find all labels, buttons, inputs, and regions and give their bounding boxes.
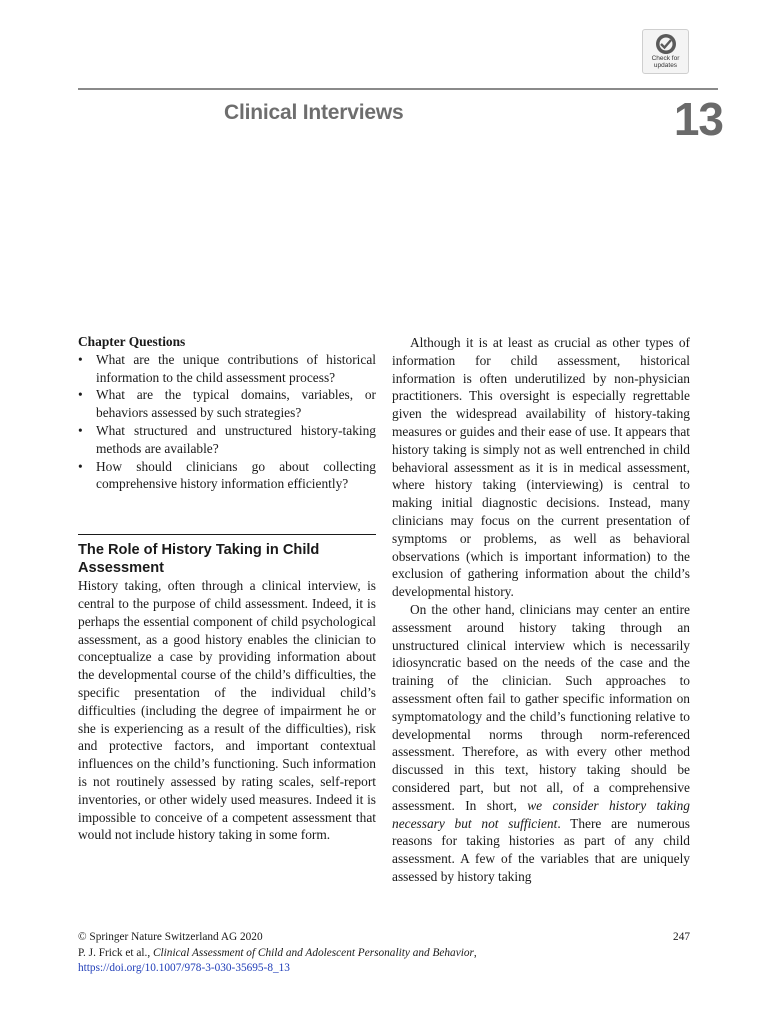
citation-end: , [473, 946, 477, 959]
copyright-line: © Springer Nature Switzerland AG 2020 [78, 931, 263, 943]
chapter-questions-heading: Chapter Questions [78, 334, 186, 349]
section-heading: The Role of History Taking in Child Assessment [78, 542, 320, 577]
doi-link[interactable]: https://doi.org/10.1007/978-3-030-35695-8_13 [78, 962, 290, 974]
left-column [78, 333, 376, 844]
check-updates-icon [655, 33, 677, 55]
badge-label: Check for updates [651, 55, 680, 69]
section-paragraph: History taking, often through a clinical interview, is central to the purpose of child assessment. Indeed, it is perhaps the essential component of child psychological assessment, as a good history enables the clinician to conceptualize a case by providing information about the developmental course of the child’s difficulties, the specific presentation of the individual child’s difficulties (including the degree of impairment he or she is experiencing as a result of the difficulties), risk and protective factors, and important contextual influences on the child’s functioning. Such information is not routinely assessed by rating scales, self-report inventories, or other widely used measures. Indeed it is impossible to conceive of a competent assessment that would not include history taking in some form. [78, 578, 376, 843]
body-paragraph-2 [392, 601, 690, 886]
citation-line [78, 946, 638, 962]
body-paragraph-1: Although it is at least as crucial as other types of information for child assessment, historical information is often underutilized by non-physician practitioners. This oversight is especially regrettable given the widespread availability of history-taking measures or guides and their ease of use. It appears that history taking is simply not as well entrenched in child behavioral assessment as it is in medical assessment, where history taking (interviewing) is central to making initial diagnostic decisions. Instead, many clinicians may focus on the current presentation of symptoms or problems, as well as behavioral observations (which is important information) to the exclusion of gathering information about the child’s developmental history. [392, 335, 690, 600]
header-rule [78, 88, 718, 90]
check-for-updates-badge[interactable] [642, 29, 689, 74]
paragraph-2-text-end: . There are numerous reasons for taking histories as part of any child assessment. A few of the variables that are uniquely assessed by history taking [392, 815, 690, 884]
page-number: 247 [673, 931, 690, 943]
question-item: • What are the unique contributions of historical information to the child assessment process? [78, 351, 376, 387]
chapter-number: 13 [673, 93, 723, 145]
chapter-questions-list [78, 351, 376, 493]
question-item: • What structured and unstructured history-taking methods are available? [78, 422, 376, 458]
footer-citation [78, 930, 638, 977]
paragraph-2-text: On the other hand, clinicians may center an entire assessment around history taking through an unstructured clinical interview which is necessarily idiosyncratic based on the needs of the case and the training of the clinician. Such approaches to assessment often fail to gather specific information on symptomatology and the child’s functioning relative to developmental norms through norm-referenced assessment. Therefore, as with every other method discussed in this text, history taking should be considered part, but not all, of a comprehensive assessment. In short, [392, 601, 690, 813]
paragraph-2-emphasis: we consider history taking necessary but not sufficient [392, 797, 691, 831]
book-title: Clinical Assessment of Child and Adolescent Personality and Behavior [153, 946, 474, 959]
citation-authors: P. J. Frick et al., [78, 946, 153, 959]
section-divider [78, 534, 376, 535]
chapter-title: Clinical Interviews [224, 101, 404, 124]
right-column [392, 334, 690, 886]
question-item: • What are the typical domains, variables, or behaviors assessed by such strategies? [78, 386, 376, 422]
question-item: • How should clinicians go about collecting comprehensive history information efficiently? [78, 458, 376, 494]
